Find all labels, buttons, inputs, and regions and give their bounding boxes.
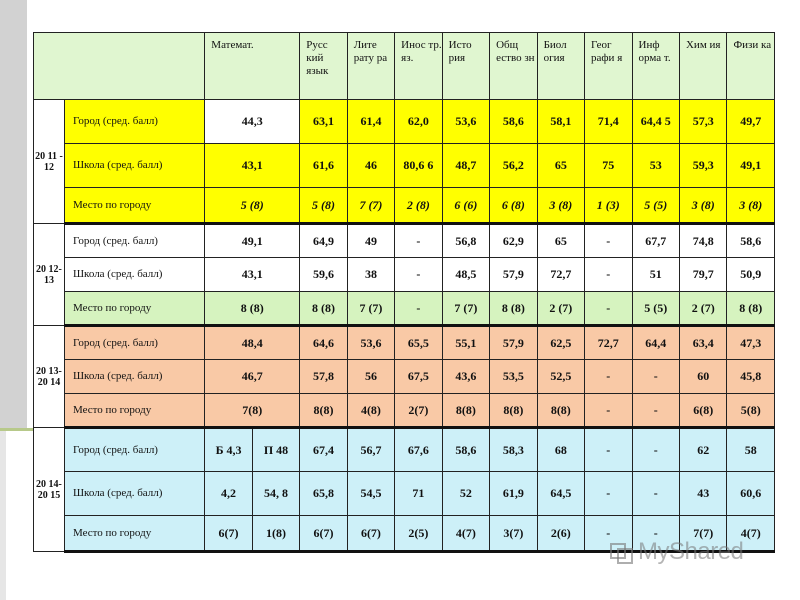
- table-cell: 79,7: [679, 258, 726, 292]
- watermark: MyShared: [638, 538, 744, 565]
- table-cell: 71,4: [585, 100, 632, 144]
- table-cell: 3 (8): [679, 188, 726, 224]
- table-cell: 72,7: [537, 258, 584, 292]
- table-cell: 58,1: [537, 100, 584, 144]
- table-row: [34, 144, 775, 188]
- table-cell: 43: [679, 472, 726, 516]
- table-cell: 60: [679, 360, 726, 394]
- table-cell: 52,5: [537, 360, 584, 394]
- table-cell: 55,1: [442, 326, 489, 360]
- table-cell: 47,3: [727, 326, 775, 360]
- table-cell: -: [632, 428, 679, 472]
- table-cell: 3(7): [490, 516, 537, 552]
- table-cell: 8 (8): [727, 292, 775, 326]
- table-cell: 67,7: [632, 224, 679, 258]
- table-cell: 54, 8: [252, 472, 299, 516]
- table-row: [34, 258, 775, 292]
- table-cell: 6 (6): [442, 188, 489, 224]
- table-cell: 74,8: [679, 224, 726, 258]
- table-cell: 59,6: [300, 258, 347, 292]
- year-label: 20 11 - 12: [34, 100, 65, 224]
- table-cell: -: [395, 258, 442, 292]
- row-label: Город (сред. балл): [64, 224, 204, 258]
- table-cell: 56,8: [442, 224, 489, 258]
- table-cell: 1 (3): [585, 188, 632, 224]
- table-cell: 65: [537, 224, 584, 258]
- table-cell: 64,6: [300, 326, 347, 360]
- table-cell: 5(8): [727, 394, 775, 428]
- results-table: [33, 32, 775, 553]
- table-cell: 61,6: [300, 144, 347, 188]
- table-cell: -: [585, 472, 632, 516]
- table-cell: 56,7: [347, 428, 394, 472]
- table-cell: 8 (8): [300, 292, 347, 326]
- subject-header: Математ.: [205, 33, 300, 100]
- table-cell: 50,9: [727, 258, 775, 292]
- table-cell: 58,6: [490, 100, 537, 144]
- subject-header: Биол огия: [537, 33, 584, 100]
- table-cell: 53,6: [347, 326, 394, 360]
- table-cell: 60,6: [727, 472, 775, 516]
- table-cell: 62,9: [490, 224, 537, 258]
- table-cell: 57,9: [490, 258, 537, 292]
- table-cell: 71: [395, 472, 442, 516]
- table-cell: 67,6: [395, 428, 442, 472]
- table-cell: 4(7): [442, 516, 489, 552]
- table-cell: 67,5: [395, 360, 442, 394]
- table-cell: 8 (8): [205, 292, 300, 326]
- table-cell: 56: [347, 360, 394, 394]
- table-cell: 58,6: [442, 428, 489, 472]
- table-cell: -: [585, 516, 632, 552]
- table-cell: 2(7): [395, 394, 442, 428]
- table-cell: -: [395, 292, 442, 326]
- subject-header: Исто рия: [442, 33, 489, 100]
- table-cell: 44,3: [205, 100, 300, 144]
- table-cell: 64,9: [300, 224, 347, 258]
- table-cell: 68: [537, 428, 584, 472]
- table-cell: -: [632, 360, 679, 394]
- table-cell: -: [585, 428, 632, 472]
- table-cell: 65,5: [395, 326, 442, 360]
- table-cell: 49: [347, 224, 394, 258]
- table-cell: 7(8): [205, 394, 300, 428]
- year-label: 20 14- 20 15: [34, 428, 65, 552]
- table-cell: -: [585, 292, 632, 326]
- row-label: Место по городу: [64, 394, 204, 428]
- table-cell: 2(6): [537, 516, 584, 552]
- table-cell: -: [585, 224, 632, 258]
- row-label: Место по городу: [64, 188, 204, 224]
- subject-header: Физи ка: [727, 33, 775, 100]
- table-cell: 57,9: [490, 326, 537, 360]
- table-cell: 49,1: [205, 224, 300, 258]
- table-row: [34, 394, 775, 428]
- row-label: Город (сред. балл): [64, 100, 204, 144]
- table-cell: -: [585, 394, 632, 428]
- table-row: [34, 326, 775, 360]
- table-row: [34, 100, 775, 144]
- table-cell: -: [632, 472, 679, 516]
- table-cell: 43,6: [442, 360, 489, 394]
- table-cell: 61,4: [347, 100, 394, 144]
- table-cell: 58,3: [490, 428, 537, 472]
- table-cell: 2 (7): [537, 292, 584, 326]
- table-cell: 6(7): [205, 516, 252, 552]
- table-cell: 4(8): [347, 394, 394, 428]
- table-cell: 63,1: [300, 100, 347, 144]
- row-label: Место по городу: [64, 292, 204, 326]
- table-cell: -: [632, 394, 679, 428]
- table-row: [34, 292, 775, 326]
- subject-header: Геог рафи я: [585, 33, 632, 100]
- table-cell: 4,2: [205, 472, 252, 516]
- table-cell: 46,7: [205, 360, 300, 394]
- row-label: Школа (сред. балл): [64, 360, 204, 394]
- table-cell: 62,5: [537, 326, 584, 360]
- table-cell: 2 (7): [679, 292, 726, 326]
- table-cell: 3 (8): [537, 188, 584, 224]
- table-row: [34, 224, 775, 258]
- table-cell: 5 (5): [632, 292, 679, 326]
- table-cell: 38: [347, 258, 394, 292]
- table-cell: 65: [537, 144, 584, 188]
- table-cell: -: [585, 258, 632, 292]
- table-cell: 49,7: [727, 100, 775, 144]
- table-cell: 53,6: [442, 100, 489, 144]
- table-cell: 49,1: [727, 144, 775, 188]
- table-cell: 56,2: [490, 144, 537, 188]
- table-cell: -: [632, 516, 679, 552]
- table-cell: 58: [727, 428, 775, 472]
- subject-header: Инф орма т.: [632, 33, 679, 100]
- row-label: Город (сред. балл): [64, 326, 204, 360]
- table-row: [34, 472, 775, 516]
- table-cell: 2(5): [395, 516, 442, 552]
- table-cell: 5 (8): [205, 188, 300, 224]
- table-cell: 5 (8): [300, 188, 347, 224]
- row-label: Место по городу: [64, 516, 204, 552]
- header-corner-cell: [34, 33, 205, 100]
- table-cell: 54,5: [347, 472, 394, 516]
- table-cell: 1(8): [252, 516, 299, 552]
- table-cell: 67,4: [300, 428, 347, 472]
- table-cell: 48,4: [205, 326, 300, 360]
- table-cell: 7 (7): [347, 188, 394, 224]
- table-cell: 7 (7): [442, 292, 489, 326]
- table-cell: 63,4: [679, 326, 726, 360]
- year-label: 20 12- 13: [34, 224, 65, 326]
- table-cell: 7 (7): [347, 292, 394, 326]
- table-cell: 64,4: [632, 326, 679, 360]
- table-cell: 58,6: [727, 224, 775, 258]
- table-cell: 6 (8): [490, 188, 537, 224]
- table-cell: 64,4 5: [632, 100, 679, 144]
- table-cell: 3 (8): [727, 188, 775, 224]
- table-cell: 59,3: [679, 144, 726, 188]
- table-cell: 6(7): [347, 516, 394, 552]
- table-cell: 8(8): [442, 394, 489, 428]
- table-cell: 7(7): [679, 516, 726, 552]
- subject-header: Хим ия: [679, 33, 726, 100]
- watermark-logo-icon: [610, 542, 634, 564]
- table-cell: -: [585, 360, 632, 394]
- table-cell: 45,8: [727, 360, 775, 394]
- row-label: Школа (сред. балл): [64, 472, 204, 516]
- subject-header: Русс кий язык: [300, 33, 347, 100]
- table-cell: 2 (8): [395, 188, 442, 224]
- table-cell: 80,6 6: [395, 144, 442, 188]
- table-cell: 46: [347, 144, 394, 188]
- table-cell: 52: [442, 472, 489, 516]
- table-cell: 53: [632, 144, 679, 188]
- subject-header: Общ ество зн: [490, 33, 537, 100]
- table-cell: 51: [632, 258, 679, 292]
- table-cell: -: [395, 224, 442, 258]
- table-cell: 48,7: [442, 144, 489, 188]
- table-cell: 43,1: [205, 258, 300, 292]
- table-cell: 8 (8): [490, 292, 537, 326]
- subject-header: Инос тр. яз.: [395, 33, 442, 100]
- subject-header: Лите рату ра: [347, 33, 394, 100]
- table-cell: 4(7): [727, 516, 775, 552]
- table-cell: 8(8): [490, 394, 537, 428]
- table-cell: Б 4,3: [205, 428, 252, 472]
- row-label: Город (сред. балл): [64, 428, 204, 472]
- table-cell: 75: [585, 144, 632, 188]
- table-cell: 48,5: [442, 258, 489, 292]
- table-row: [34, 360, 775, 394]
- table-cell: П 48: [252, 428, 299, 472]
- table-cell: 8(8): [300, 394, 347, 428]
- table-cell: 65,8: [300, 472, 347, 516]
- table-cell: 43,1: [205, 144, 300, 188]
- table-cell: 6(8): [679, 394, 726, 428]
- left-gray-bar: [0, 0, 27, 428]
- table-cell: 6(7): [300, 516, 347, 552]
- table-cell: 53,5: [490, 360, 537, 394]
- table-row: [34, 428, 775, 472]
- table-cell: 64,5: [537, 472, 584, 516]
- row-label: Школа (сред. балл): [64, 144, 204, 188]
- year-label: 20 13- 20 14: [34, 326, 65, 428]
- table-cell: 62: [679, 428, 726, 472]
- table-cell: 57,3: [679, 100, 726, 144]
- table-cell: 62,0: [395, 100, 442, 144]
- table-cell: 72,7: [585, 326, 632, 360]
- table-cell: 5 (5): [632, 188, 679, 224]
- row-label: Школа (сред. балл): [64, 258, 204, 292]
- table-row: [34, 188, 775, 224]
- table-cell: 61,9: [490, 472, 537, 516]
- table-cell: 8(8): [537, 394, 584, 428]
- table-cell: 57,8: [300, 360, 347, 394]
